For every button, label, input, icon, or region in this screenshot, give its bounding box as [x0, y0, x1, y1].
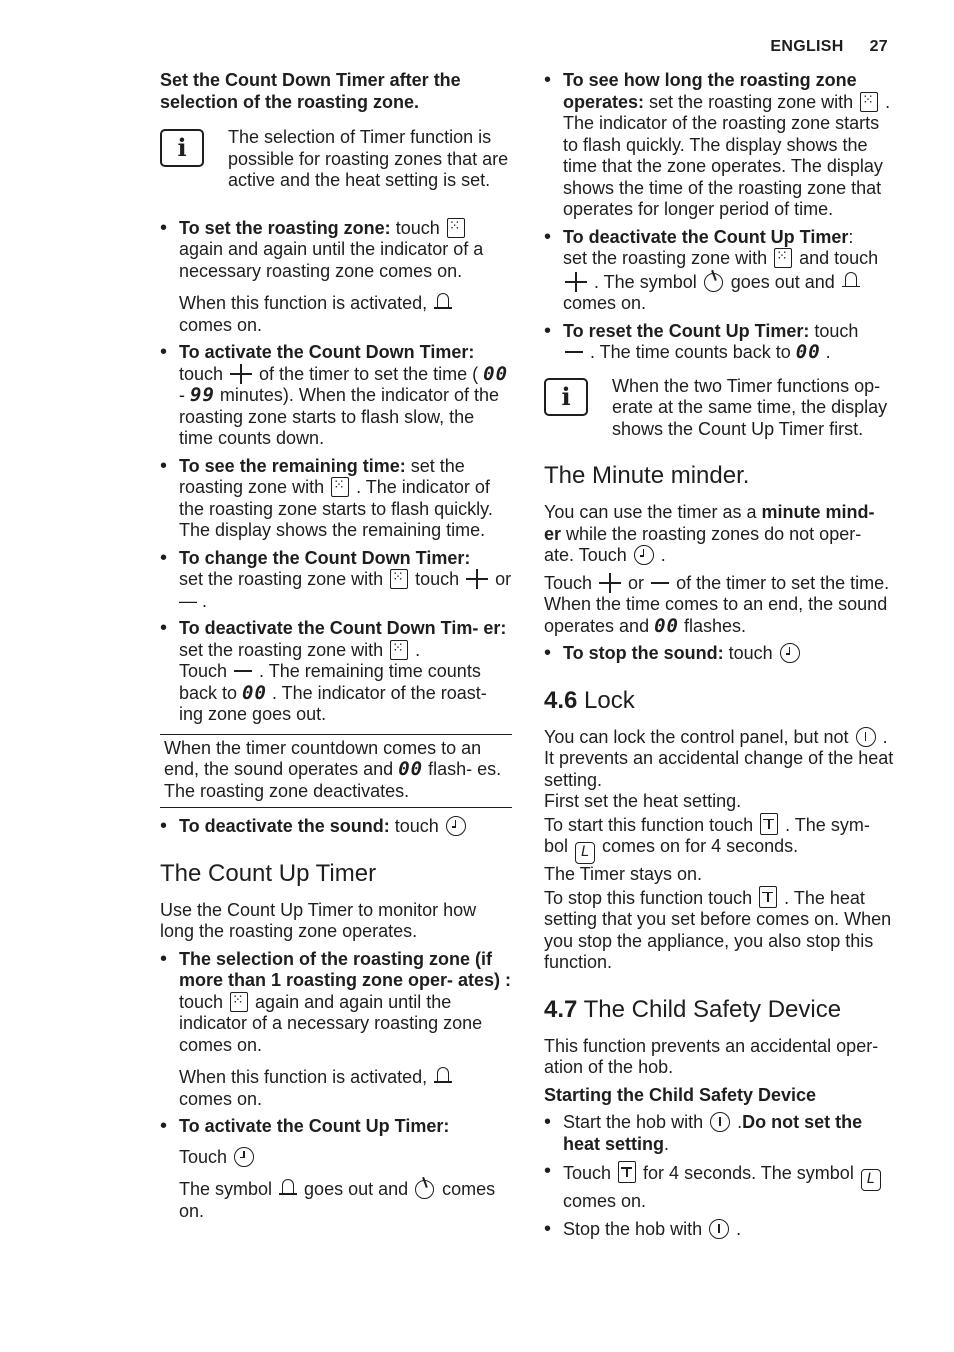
zone-select-icon: [230, 992, 248, 1012]
info-icon: i: [160, 129, 204, 167]
clock-icon: [446, 816, 466, 836]
zone-select-icon: [774, 248, 792, 268]
list-item: • To activate the Count Up Timer: Touch The symbol goes out and comes on.: [160, 1116, 512, 1222]
bell-icon: [842, 270, 860, 292]
display-00: 00: [654, 614, 679, 637]
display-00: 00: [242, 681, 267, 704]
left-column: [160, 70, 512, 1228]
lock-key-icon: [759, 886, 777, 908]
page-header: [770, 38, 888, 56]
minus-icon: [234, 661, 252, 681]
info-note: [160, 127, 512, 192]
list-item: • To deactivate the Count Up Timer: set the roasting zone with ⁙ and touch . The symbol goes out and comes on.: [544, 227, 896, 315]
list-subtext: When this function is activated, comes on.: [179, 291, 512, 336]
heading-count-up-timer: The Count Up Timer: [160, 859, 377, 887]
language-label: ENGLISH: [770, 38, 844, 55]
list-item: • To reset the Count Up Timer: touch . The time counts back to 00 .: [544, 321, 896, 364]
lock-key-icon: [618, 1161, 636, 1183]
bell-icon: [434, 1065, 452, 1087]
lock-text: You can lock the control panel, but not . It prevents an accidental change of the heat setting. First set the heat setting. To start this function touch . The sym- bol L comes on for 4 seconds. The Timer stays on. To stop this function touch . The heat setting that you set before comes on. When you stop the appliance, you also stop this function.: [544, 726, 894, 972]
page-number: 27: [869, 38, 888, 55]
list-subtext: The symbol goes out and comes on.: [179, 1179, 496, 1221]
bell-icon: [434, 291, 452, 313]
minute-minder-steps: [544, 643, 896, 665]
heading-lock: 4.6 Lock: [544, 686, 635, 714]
child-safety-intro: This function prevents an accidental oper- ation of the hob.: [544, 1035, 879, 1077]
sound-steps: [160, 816, 512, 838]
plus-icon: [565, 272, 587, 292]
bell-icon: [279, 1177, 297, 1199]
power-icon: [710, 1112, 730, 1132]
countup-steps-continued: [544, 70, 896, 364]
zone-select-icon: [860, 92, 878, 112]
info-note: [544, 376, 896, 441]
power-icon: [709, 1219, 729, 1239]
display-00: 00: [398, 758, 424, 780]
minus-icon: [565, 342, 583, 362]
countup-steps: [160, 949, 512, 1223]
timer-end-note: When the timer countdown comes to an end, the sound operates and 00 flash- es. The roasting zone deactivates.: [160, 734, 512, 809]
heading-minute-minder: The Minute minder.: [544, 462, 750, 489]
zone-select-icon: [331, 477, 349, 497]
list-item: • To stop the sound: touch: [544, 643, 896, 665]
display-00: 00: [483, 362, 509, 385]
plus-icon: [466, 569, 488, 589]
list-item: • The selection of the roasting zone (if more than 1 roasting zone oper- ates) : touch ⁙ again and again until the indicator of a necessary roasting zone comes on. When this function is activated, comes on.: [160, 949, 512, 1111]
display-00: 00: [795, 341, 821, 363]
zone-select-icon: [390, 569, 408, 589]
plus-icon: [599, 573, 621, 593]
child-safety-steps: [544, 1112, 896, 1240]
zone-select-icon: [447, 218, 465, 238]
countdown-steps: [160, 218, 512, 726]
clock-icon: [234, 1147, 254, 1167]
clock-icon: [634, 545, 654, 565]
plus-icon: [230, 364, 252, 384]
stopwatch-icon: [415, 1177, 435, 1199]
info-note-text: The selection of Timer function is possible for roasting zones that are active and the heat setting is set.: [228, 127, 509, 190]
minus-icon: [651, 573, 669, 593]
lock-symbol-icon: L: [861, 1169, 881, 1191]
lock-symbol-icon: L: [575, 842, 595, 864]
right-column: [544, 70, 896, 1246]
clock-icon: [780, 643, 800, 663]
list-item: • To set the roasting zone: touch ⁙ again and again until the indicator of a necessary roasting zone comes on. When this function is activated, comes on.: [160, 218, 512, 337]
stopwatch-icon: [704, 270, 724, 292]
display-99: 99: [190, 384, 215, 406]
list-item: • To see how long the roasting zone operates: set the roasting zone with ⁙ . The indicator of the roasting zone starts to flash quickly. The display shows the time that the zone operates. The display shows the time of the roasting zone that operates for longer period of time.: [544, 70, 896, 221]
list-item: • To change the Count Down Timer: set the roasting zone with ⁙ touch or — .: [160, 548, 512, 613]
lock-key-icon: [760, 813, 778, 835]
list-item: • Stop the hob with .: [544, 1219, 896, 1241]
list-item: • To see the remaining time: set the roasting zone with ⁙ . The indicator of the roasting zone starts to flash quickly. The display shows the remaining time.: [160, 456, 512, 542]
power-icon: [856, 727, 876, 747]
info-note-text: When the two Timer functions op- erate at the same time, the display shows the Count Up Timer first.: [612, 375, 888, 439]
list-subtext: Touch: [179, 1147, 512, 1169]
count-up-intro: Use the Count Up Timer to monitor how long the roasting zone operates.: [160, 899, 477, 941]
minute-minder-text-2: Touch or of the timer to set the time. When the time comes to an end, the sound operates and 00 flashes.: [544, 572, 890, 637]
minute-minder-text: You can use the timer as a minute mind- er while the roasting zones do not oper- ate. Touch .: [544, 502, 875, 565]
list-item: • Touch for 4 seconds. The symbol L comes on.: [544, 1161, 896, 1213]
list-item: • Start the hob with .Do not set the heat setting.: [544, 1112, 896, 1155]
list-item: • To deactivate the Count Down Tim- er: set the roasting zone with ⁙ . Touch . The remaining time counts back to 00 . The indicator of the roast- ing zone goes out.: [160, 618, 512, 726]
list-subtext: When this function is activated, comes on.: [179, 1065, 512, 1110]
list-item: • To deactivate the sound: touch: [160, 816, 512, 838]
heading-child-safety: 4.7 The Child Safety Device: [544, 995, 842, 1023]
list-item: • To activate the Count Down Timer: touch of the timer to set the time ( 00 - 99 minutes). When the indicator of the roasting zone starts to flash slow, the time counts down.: [160, 342, 512, 450]
child-safety-subheading: Starting the Child Safety Device: [544, 1084, 817, 1105]
zone-select-icon: [390, 640, 408, 660]
section-title: Set the Count Down Timer after the selection of the roasting zone.: [160, 70, 461, 112]
info-icon: i: [544, 378, 588, 416]
